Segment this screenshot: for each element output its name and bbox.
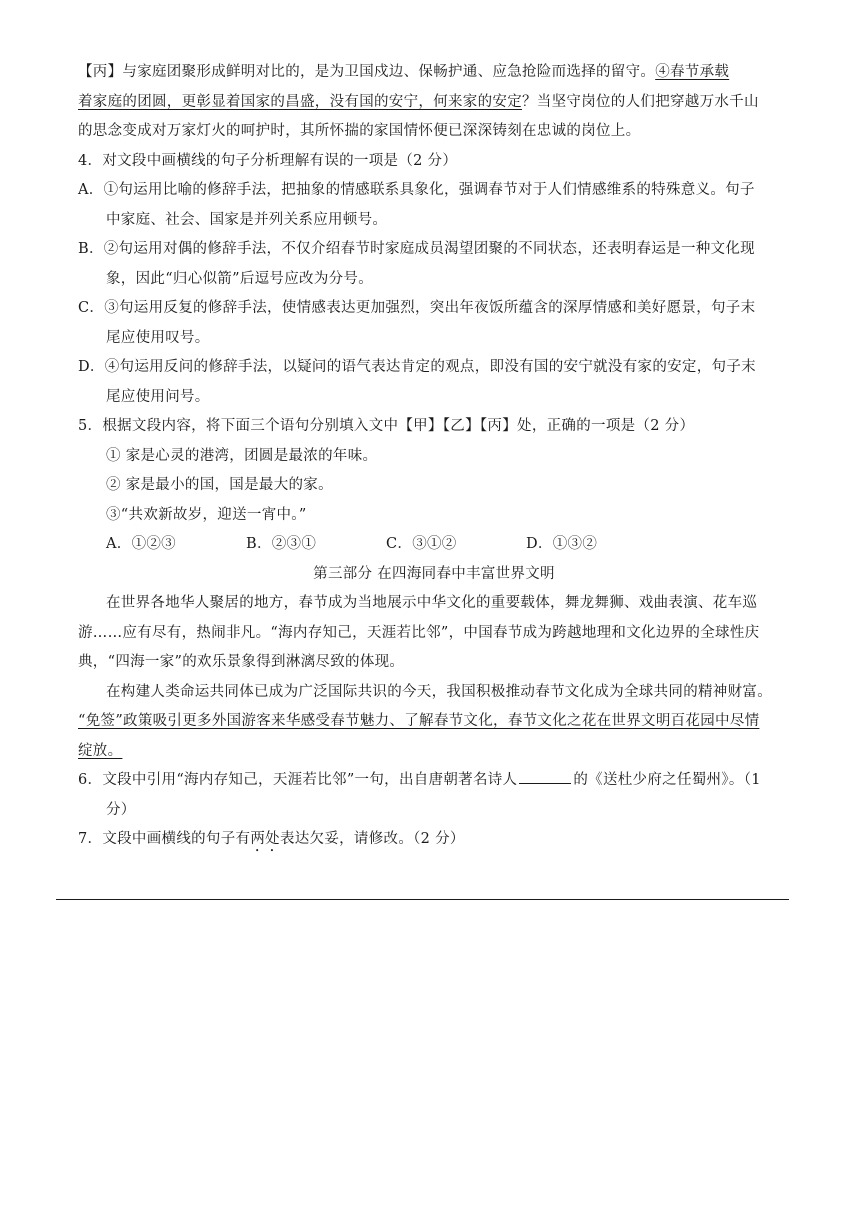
part3-para2-line-1: 在构建人类命运共同体已成为广泛国际共识的今天，我国积极推动春节文化成为全球共同的精神财富。 [106, 683, 772, 700]
q5-sentence-1: ① 家是心灵的港湾，团圆是最浓的年味。 [106, 447, 378, 464]
horizontal-divider [56, 899, 789, 900]
question-6-cont: 分） [106, 801, 136, 818]
q6-text: 6．文段中引用“海内存知己，天涯若比邻”一句，出自唐朝著名诗人 [78, 772, 518, 788]
q5-option-a: A．①②③ [106, 536, 176, 552]
underlined-sentence-4: ④春节承载 [655, 64, 730, 80]
q6-answer-blank[interactable] [519, 769, 571, 784]
q4-option-c-cont: 尾应使用叹号。 [106, 329, 210, 346]
part3-para2-line-2 [78, 707, 790, 737]
part-3-title: 第三部分 在四海同春中丰富世界文明 [313, 565, 555, 582]
q4-option-b-cont: 象，因此“归心似箭”后逗号应改为分号。 [106, 270, 374, 287]
q4-option-a-cont: 中家庭、社会、国家是并列关系应用顿号。 [106, 211, 388, 228]
q5-options [78, 530, 790, 560]
q5-option-c: C．③①② [386, 536, 457, 552]
q5-option-b: B．②③① [246, 536, 317, 552]
q4-option-b: B．②句运用对偶的修辞手法，不仅介绍春节时家庭成员渴望团聚的不同状态，还表明春运是一种文化现 [78, 241, 755, 257]
q7-emphasis: 两处 [250, 831, 280, 847]
question-5-stem: 5．根据文段内容，将下面三个语句分别填入文中【甲】【乙】【丙】处，正确的一项是（2 分） [78, 418, 695, 434]
q6-text-cont: 的《送杜少府之任蜀州》。（1 [573, 772, 761, 788]
part3-para1-line-2: 游……应有尽有，热闹非凡。“海内存知己，天涯若比邻”，中国春节成为跨越地理和文化边界的全球性庆 [78, 624, 760, 641]
q5-sentence-3: ③“共欢新故岁，迎送一宵中。” [106, 506, 307, 523]
exam-page [78, 58, 790, 855]
underlined-sentence-4-cont: 着家庭的团圆，更彰显着国家的昌盛，没有国的安宁，何来家的安定 [78, 93, 522, 110]
passage-bing-line-1 [78, 58, 790, 88]
passage-text: ？当坚守岗位的人们把穿越万水千山 [522, 93, 759, 110]
part3-para1-line-3: 典，“四海一家”的欢乐景象得到淋漓尽致的体现。 [78, 654, 405, 670]
q5-option-d: D．①③② [526, 536, 598, 552]
part3-para1-line-1: 在世界各地华人聚居的地方，春节成为当地展示中华文化的重要载体，舞龙舞狮、戏曲表演、花车巡 [106, 595, 758, 611]
passage-bing-line-3: 的思念变成对万家灯火的呵护时，其所怀揣的家国情怀便已深深铸刻在忠诚的岗位上。 [78, 123, 641, 139]
q7-text: 7．文段中画横线的句子有 [78, 831, 251, 847]
q7-text-cont: 表达欠妥，请修改。（2 分） [279, 831, 465, 847]
passage-text: 【丙】与家庭团聚形成鲜明对比的，是为卫国戍边、保畅护通、应急抢险而选择的留守。 [78, 64, 656, 80]
question-4-stem: 4．对文段中画横线的句子分析理解有误的一项是（2 分） [78, 152, 458, 169]
underlined-sentence-cont: 绽放。 [78, 742, 123, 759]
q5-sentence-2: ② 家是最小的国，国是最大的家。 [106, 477, 333, 493]
question-7 [78, 825, 790, 855]
passage-bing-line-2 [78, 88, 790, 118]
q4-option-c: C．③句运用反复的修辞手法，使情感表达更加强烈，突出年夜饭所蕴含的深厚情感和美好愿景，句子末 [78, 300, 756, 316]
q4-option-d-cont: 尾应使用问号。 [106, 388, 210, 405]
part3-para2-line-3 [78, 737, 790, 767]
q4-option-a: A．①句运用比喻的修辞手法，把抽象的情感联系具象化，强调春节对于人们情感维系的特殊意义。句子 [78, 182, 755, 198]
q4-option-d: D．④句运用反问的修辞手法，以疑问的语气表达肯定的观点，即没有国的安宁就没有家的安定，句子末 [78, 359, 756, 375]
question-6 [78, 766, 790, 796]
underlined-sentence: “免签”政策吸引更多外国游客来华感受春节魅力、了解春节文化，春节文化之花在世界文明百花园中尽情 [78, 713, 760, 729]
